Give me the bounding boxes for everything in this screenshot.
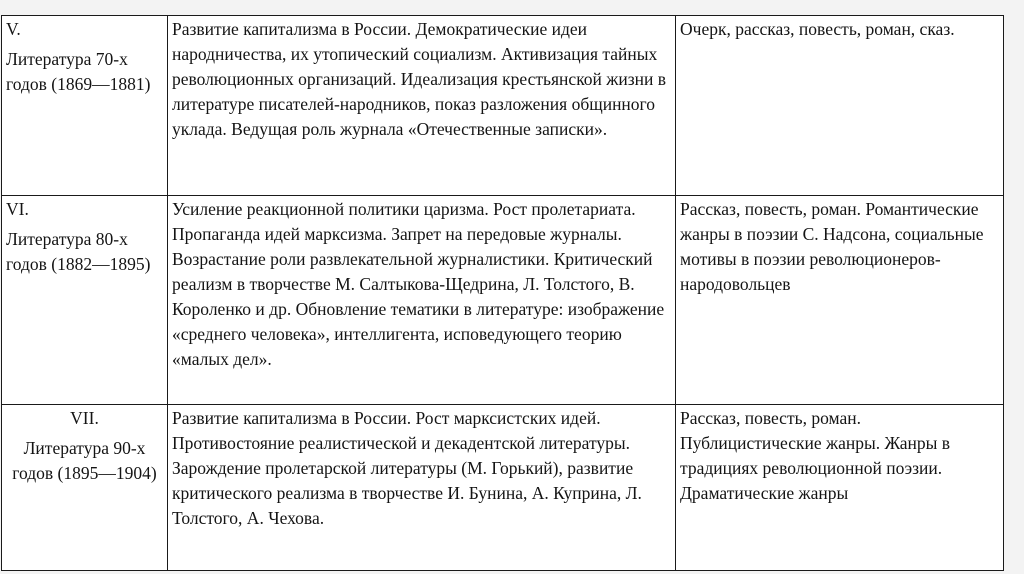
genres-text: Рассказ, повесть, роман. Публицистические жанры. Жанры в традициях революционной поэзии. Драматические жанры: [680, 408, 951, 503]
context-text: Усиление реакционной политики царизма. Рост пролетариата. Пропаганда идей марксизма. Запрет на передовые журналы. Возрастание роли развлекательной журналистики. Критический реализм в творчестве М. Салтыкова-Щедрина, Л. Толстого, В. Короленко и др. Обновление тематики в литературе: изображение «среднего человека», интеллигента, исповедующего теорию «малых дел».: [172, 199, 665, 369]
genres-cell: [676, 196, 1004, 405]
genres-cell: [676, 16, 1004, 196]
genres-text: Рассказ, повесть, роман. Романтические жанры в поэзии С. Надсона, социальные мотивы в поэзии революционеров-народовольцев: [680, 199, 984, 294]
period-number: VII.: [70, 408, 99, 428]
context-cell: [168, 196, 676, 405]
context-cell: [168, 405, 676, 571]
genres-text: Очерк, рассказ, повесть, роман, сказ.: [680, 19, 955, 39]
table-row: [2, 16, 1004, 196]
context-text: Развитие капитализма в России. Демократические идеи народничества, их утопический социализм. Активизация тайных революционных организаций. Идеализация крестьянской жизни в литературе писателей-народников, показ разложения общинного уклада. Ведущая роль журнала «Отечественные записки».: [172, 19, 667, 139]
period-number: V.: [6, 19, 21, 39]
period-name: Литература 70-х годов (1869—1881): [6, 49, 151, 94]
context-text: Развитие капитализма в России. Рост марксистских идей. Противостояние реалистической и декадентской литературы. Зарождение пролетарской литературы (М. Горький), развитие критического реализма в творчестве И. Бунина, А. Куприна, Л. Толстого, А. Чехова.: [172, 408, 642, 528]
period-cell: [2, 16, 168, 196]
table-row: [2, 405, 1004, 571]
period-cell: [2, 405, 168, 571]
context-cell: [168, 16, 676, 196]
table-row: [2, 196, 1004, 405]
period-number: VI.: [6, 199, 29, 219]
genres-cell: [676, 405, 1004, 571]
literature-periods-table: [1, 15, 1004, 571]
period-name: Литература 80-х годов (1882—1895): [6, 229, 151, 274]
period-cell: [2, 196, 168, 405]
period-name: Литература 90-х годов (1895—1904): [12, 438, 157, 483]
